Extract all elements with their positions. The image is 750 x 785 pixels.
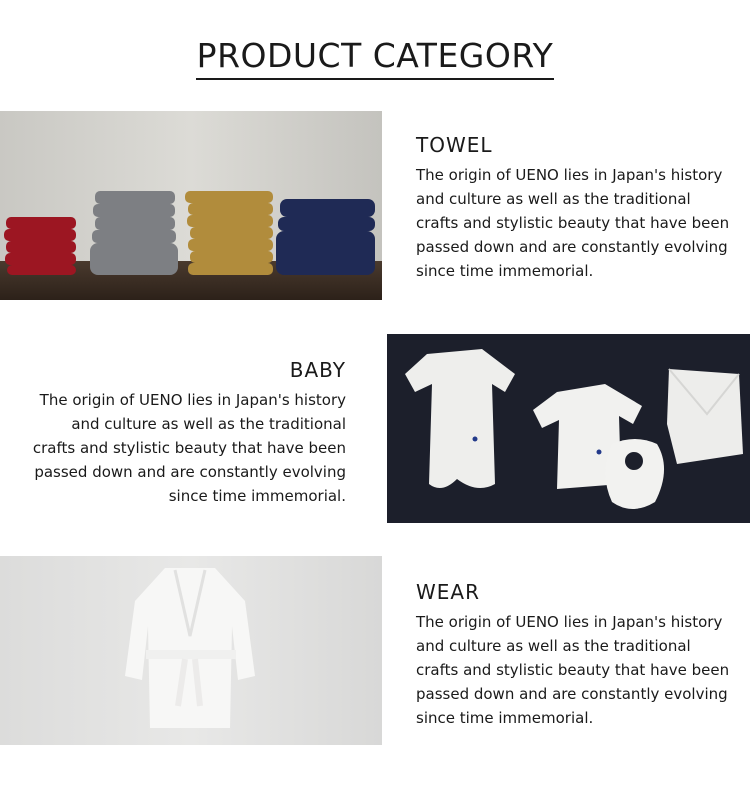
towel-category-description: The origin of UENO lies in Japan's history and culture as well as the traditional crafts and stylistic beauty that have been passed down and are constantly evolving since time immemorial.	[416, 166, 730, 280]
baby-category	[31, 358, 346, 508]
wear-category	[416, 580, 731, 730]
baby-category-title[interactable]: BABY	[289, 358, 346, 382]
wear-category-image[interactable]	[0, 556, 382, 745]
wear-category-title[interactable]: WEAR	[416, 580, 480, 604]
baby-category-image[interactable]	[387, 334, 750, 523]
towel-category-title[interactable]: TOWEL	[416, 133, 493, 157]
towel-category-image[interactable]	[0, 111, 382, 300]
baby-category-description: The origin of UENO lies in Japan's history and culture as well as the traditional crafts and stylistic beauty that have been passed down and are constantly evolving since time immemorial.	[32, 391, 346, 505]
towel-category	[416, 133, 731, 283]
wear-category-description: The origin of UENO lies in Japan's history and culture as well as the traditional crafts and stylistic beauty that have been passed down and are constantly evolving since time immemorial.	[416, 613, 730, 727]
page-title: PRODUCT CATEGORY	[0, 36, 750, 80]
